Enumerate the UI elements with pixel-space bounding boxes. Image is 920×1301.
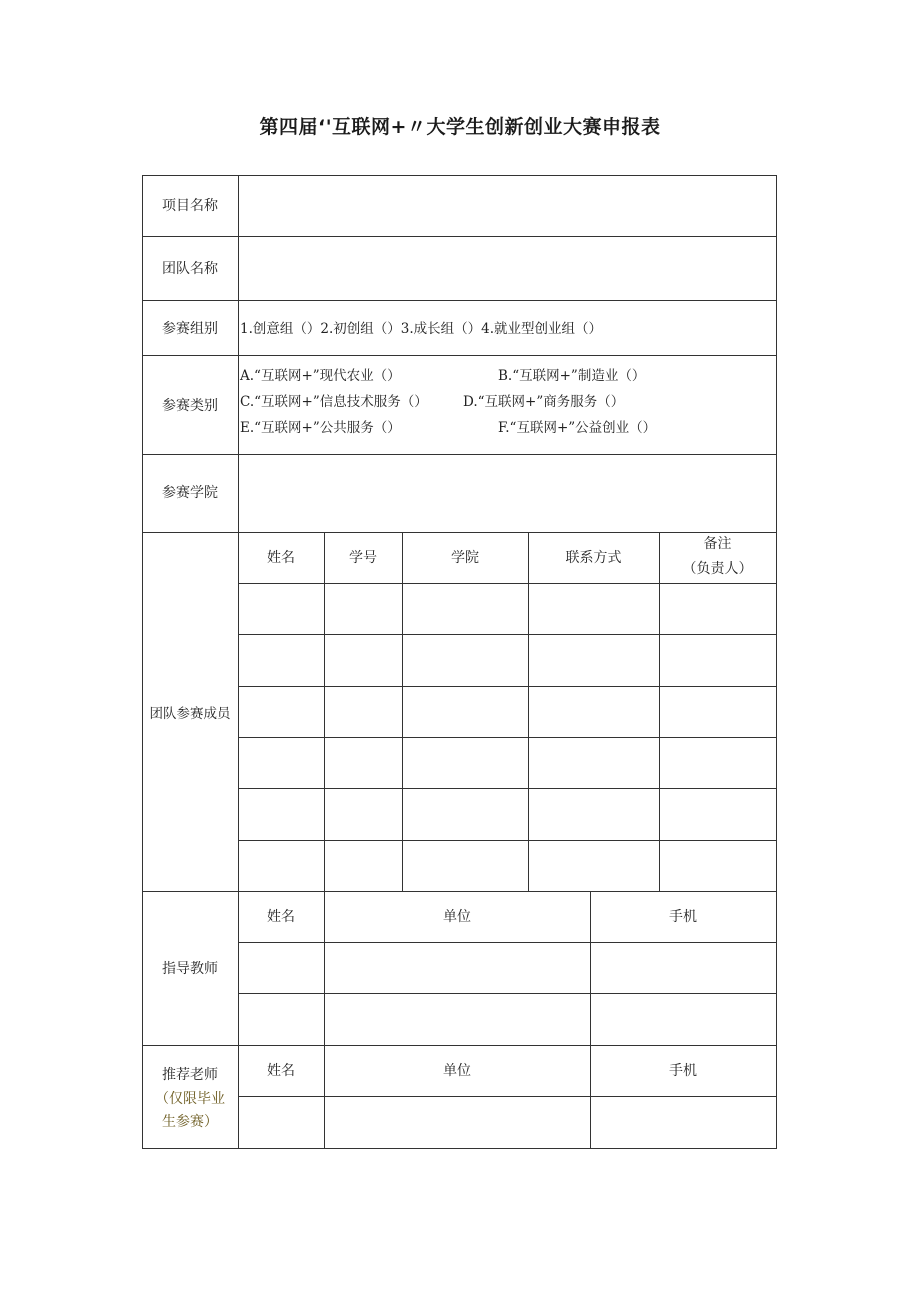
row-divider xyxy=(238,942,777,943)
advisor-header-name: 姓名 xyxy=(267,909,295,925)
row-divider xyxy=(238,737,777,738)
row-divider xyxy=(238,634,777,635)
recommender-header-name: 姓名 xyxy=(267,1063,295,1079)
project-name-label: 项目名称 xyxy=(162,198,218,214)
column-divider xyxy=(659,532,660,891)
team-name-label: 团队名称 xyxy=(162,261,218,277)
category-option-c[interactable]: C.“互联网+”信息技术服务（） xyxy=(240,394,428,410)
group-options[interactable]: 1.创意组（）2.初创组（）3.成长组（）4.就业型创业组（） xyxy=(240,321,603,337)
category-option-a[interactable]: A.“互联网+”现代农业（） xyxy=(240,368,401,384)
advisor-label: 指导教师 xyxy=(162,961,218,977)
row-divider xyxy=(238,993,777,994)
column-divider xyxy=(324,891,325,1148)
label-column-divider xyxy=(238,175,239,1149)
recommender-header-phone: 手机 xyxy=(669,1063,697,1079)
advisor-header-phone: 手机 xyxy=(669,909,697,925)
member-header-college: 学院 xyxy=(451,550,479,566)
row-divider xyxy=(238,1096,777,1097)
recommender-header-unit: 单位 xyxy=(443,1063,471,1079)
category-option-e[interactable]: E.“互联网+”公共服务（） xyxy=(240,420,401,436)
member-header-student-id: 学号 xyxy=(349,550,377,566)
member-header-remark: 备注 xyxy=(703,536,732,552)
team-members-label: 团队参赛成员 xyxy=(149,706,231,722)
advisor-header-unit: 单位 xyxy=(443,909,471,925)
table-border-right xyxy=(776,175,777,1149)
row-divider xyxy=(238,686,777,687)
college-label: 参赛学院 xyxy=(162,485,218,501)
category-label: 参赛类别 xyxy=(162,398,218,414)
row-divider xyxy=(238,788,777,789)
recommender-label-note-2: 生参赛） xyxy=(162,1114,218,1130)
column-divider xyxy=(528,532,529,891)
row-divider xyxy=(238,583,777,584)
column-divider xyxy=(324,532,325,891)
category-option-d[interactable]: D.“互联网+”商务服务（） xyxy=(463,394,625,410)
recommender-label-note: （仅限毕业 xyxy=(155,1091,225,1107)
row-divider xyxy=(238,840,777,841)
category-option-f[interactable]: F.“互联网+”公益创业（） xyxy=(498,420,657,436)
member-header-name: 姓名 xyxy=(267,550,295,566)
group-label: 参赛组别 xyxy=(162,321,218,337)
recommender-label: 推荐老师 xyxy=(162,1067,218,1083)
column-divider xyxy=(590,891,591,1148)
category-option-b[interactable]: B.“互联网+”制造业（） xyxy=(498,368,646,384)
member-header-contact: 联系方式 xyxy=(565,550,622,566)
page-title: 第四届‘'互联网+〃大学生创新创业大赛申报表 xyxy=(259,116,661,138)
member-header-remark-note: （负责人） xyxy=(682,561,753,577)
column-divider xyxy=(402,532,403,891)
